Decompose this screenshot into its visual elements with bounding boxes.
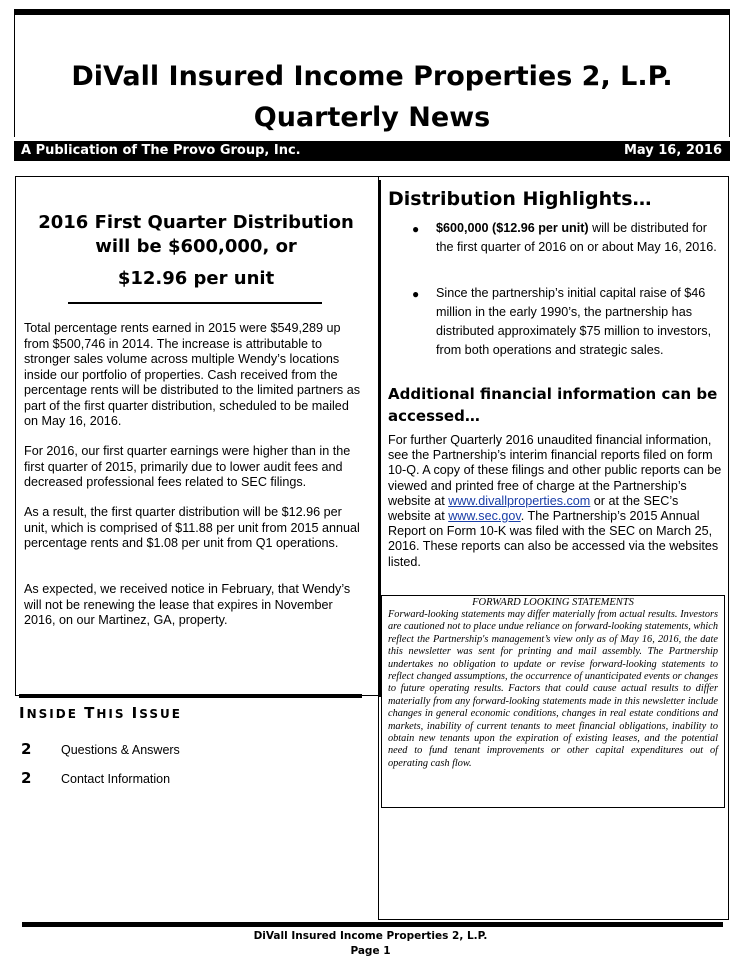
masthead <box>14 15 730 137</box>
forward-looking-text: Forward-looking statements may differ materially from actual results. Investors are cautioned not to place undue reliance on forward-looking statements, which reflect the Partnership's management’s view only as of May 16, 2016, the date this newsletter was sent for printing and mail assembly. The Partnership undertakes no obligation to update or revise forward-looking statements to reflect changed assumptions, the occurrence of unanticipated events or changes to future operating results. Factors that could cause actual results to differ materially from any forward-looking statements made in this newsletter include changes in general economic conditions, changes in real estate conditions and markets, inability of current tenants to meet financial obligations, inability to obtain new tenants upon the expiration of existing leases, and the potential need to fund tenant improvements or other capital expenditures out of operating cash flow. <box>388 609 718 769</box>
inside-this-issue-heading: INSIDE THIS ISSUE <box>19 704 182 722</box>
sec-website-link[interactable]: www.sec.gov <box>448 509 521 524</box>
headline-line-2: will be $600,000, or <box>95 236 297 257</box>
newsletter-subtitle: Quarterly News <box>253 102 491 133</box>
highlights-heading: Distribution Highlights… <box>388 188 652 210</box>
bullet-icon: ● <box>412 287 420 301</box>
page-number: Page 1 <box>350 945 391 957</box>
newsletter-title: DiVall Insured Income Properties 2, L.P. <box>71 61 673 92</box>
headline-line-3: $12.96 per unit <box>117 268 275 289</box>
publication-bar <box>14 141 730 161</box>
issue-item-page: 2 <box>21 740 32 758</box>
financial-info-heading: Additional financial information can be accessed… <box>388 385 718 425</box>
highlight-bullet-1: $600,000 ($12.96 per unit) will be distributed for the first quarter of 2016 on or about May 16, 2016. <box>436 221 717 254</box>
headline-divider <box>68 302 322 304</box>
article-paragraph: For 2016, our first quarter earnings were higher than in the first quarter of 2015, primarily due to lower audit fees and decreased professional fees related to SEC filings. <box>24 444 351 489</box>
bottom-rule <box>22 922 723 927</box>
article-paragraph: Total percentage rents earned in 2015 were $549,289 up from $500,746 in 2014. The increase is attributable to stronger sales volume across multiple Wendy’s locations inside our portfolio of properties. Cash received from the percentage rents will be distributed to the limited partners as part of the first quarter distribution, scheduled to be mailed on May 16, 2016. <box>24 321 361 428</box>
highlight-bullet-2: Since the partnership’s initial capital raise of $46 million in the early 1990’s, the partnership has distributed approximately $75 million to investors, from both operations and strategic sales. <box>436 286 712 357</box>
financial-info-paragraph: For further Quarterly 2016 unaudited financial information, see the Partnership’s interim financial reports filed on form 10-Q. A copy of these filings and other public reports can be viewed and printed free of charge at the Partnership’s website at www.divallproperties.com or at the SEC’s website at www.sec.gov. The Partnership’s 2015 Annual Report on Form 10-K was filed with the SEC on March 25, 2016. These reports can also be accessed via the websites listed. <box>388 433 722 569</box>
bullet-icon: ● <box>412 222 420 236</box>
issue-item-page: 2 <box>21 769 32 787</box>
issue-item-contact[interactable]: Contact Information <box>61 772 171 786</box>
article-paragraph: As a result, the first quarter distribution will be $12.96 per unit, which is comprised of $11.88 per unit from 2015 annual percentage rents and $1.08 per unit from Q1 operations. <box>24 505 360 550</box>
article-paragraph: As expected, we received notice in February, that Wendy’s will not be renewing the lease that expires in November 2016, on our Martinez, GA, property. <box>24 582 351 627</box>
issue-item-questions[interactable]: Questions & Answers <box>61 743 180 757</box>
forward-looking-title: FORWARD LOOKING STATEMENTS <box>472 597 634 608</box>
footer-title: DiVall Insured Income Properties 2, L.P. <box>253 930 488 942</box>
headline-line-1: 2016 First Quarter Distribution <box>38 212 354 233</box>
publisher-text: A Publication of The Provo Group, Inc. <box>21 143 301 158</box>
box-shadow-bottom <box>19 694 362 698</box>
divall-website-link[interactable]: www.divallproperties.com <box>448 493 591 508</box>
issue-date: May 16, 2016 <box>623 143 722 158</box>
